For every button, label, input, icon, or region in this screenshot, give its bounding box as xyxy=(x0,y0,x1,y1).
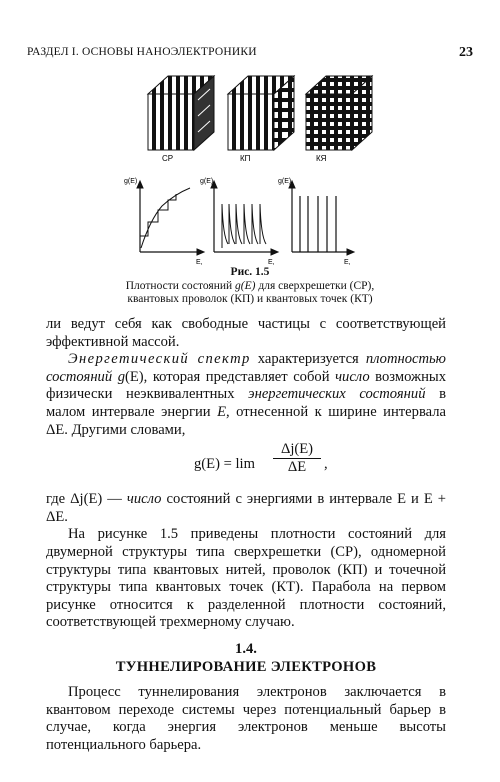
text-run: где Δj(E) — xyxy=(46,491,127,508)
paragraph-1: ли ведут себя как свободные частицы с соответствующей эффективной массой. xyxy=(46,316,446,350)
axis-x-3: E, xyxy=(344,259,351,266)
caption-line-2: квантовых проволок (КП) и квантовых точек (КТ) xyxy=(127,293,373,305)
section-title: ТУННЕЛИРОВАНИЕ ЭЛЕКТРОНОВ xyxy=(115,658,377,675)
paragraph-3 xyxy=(46,491,446,526)
figure-number: Рис. 1.5 xyxy=(230,266,270,278)
axis-x-1: E, xyxy=(196,259,203,266)
text-run: , отнесенной к ширине интервала ΔE. Другими словами, xyxy=(46,403,447,438)
text-run: (E), которая представляет собой xyxy=(125,368,336,385)
figure-caption xyxy=(0,266,500,307)
term-density: плотностью состояний g xyxy=(46,351,446,385)
text-run: в малом интервале энергии xyxy=(46,386,447,420)
caption-text: для сверхрешетки (СР), xyxy=(255,279,375,292)
caption-symbol: g(E) xyxy=(235,279,256,292)
formula-tail: , xyxy=(324,456,328,473)
cube-quantum-wires xyxy=(228,76,294,150)
running-title: РАЗДЕЛ I. ОСНОВЫ НАНОЭЛЕКТРОНИКИ xyxy=(27,46,257,58)
section-number: 1.4. xyxy=(235,640,257,657)
graph-superlattice xyxy=(137,181,204,255)
graph-quantum-wires xyxy=(211,181,278,255)
caption-text: Плотности состояний xyxy=(125,279,236,292)
figure-1-5 xyxy=(0,0,500,270)
cube-superlattice xyxy=(148,76,214,150)
symbol-e: E xyxy=(217,403,226,420)
formula xyxy=(46,439,446,491)
section-heading xyxy=(46,640,446,676)
text-run: состояний с энергиями в интервале E и E + ΔE. xyxy=(46,491,446,525)
formula-lhs: g(E) = lim xyxy=(194,456,255,473)
paragraph-5: Процесс туннелирования электронов заключается в квантовом переходе системы через потенциальный барьер в случае, когда энергия электронов меньше высоты потенциального барьера. xyxy=(46,683,446,753)
text-run: возможных физически неэквивалентных xyxy=(46,368,446,403)
term-number: число xyxy=(126,491,162,508)
axis-y-1: g(E) xyxy=(124,178,138,185)
label-kp: КП xyxy=(240,154,251,163)
cube-quantum-dots xyxy=(306,76,372,150)
body-text xyxy=(46,316,446,754)
label-kya: КЯ xyxy=(316,154,327,163)
formula-denominator: ΔE xyxy=(287,459,307,476)
graph-quantum-dots xyxy=(289,181,354,255)
term-spectrum: Энергетический спектр xyxy=(68,351,251,368)
text-run: характеризуется xyxy=(250,351,366,368)
term-number: число xyxy=(335,368,370,385)
paragraph-2 xyxy=(46,351,446,439)
term-states: энергетических состояний xyxy=(248,386,426,403)
caption-line-1 xyxy=(126,280,375,292)
formula-numerator: Δj(E) xyxy=(280,441,314,458)
axis-y-3: g(E) xyxy=(278,178,292,185)
paragraph-4: На рисунке 1.5 приведены плотности состояний для двумерной структуры типа сверхрешетки (СР), одномерной структуры типа квантовых нитей, проволок (КП) и точечной структуры типа квантовых точек (КТ). Парабола на первом рисунке относится к разделенной плотности состояний, соответствующей трехмерному случаю. xyxy=(46,526,446,631)
axis-y-2: g(E) xyxy=(200,178,214,185)
axis-x-2: E, xyxy=(268,259,275,266)
page-number: 23 xyxy=(459,45,473,60)
formula-fraction xyxy=(271,441,323,476)
label-sr: СР xyxy=(162,154,174,163)
